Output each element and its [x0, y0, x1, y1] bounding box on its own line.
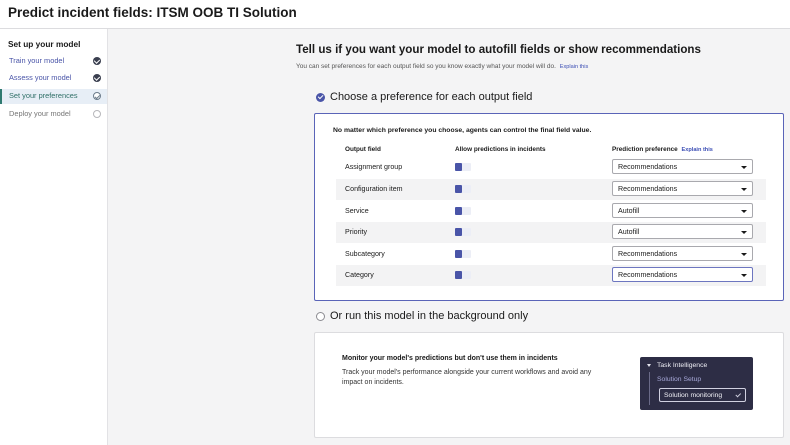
table-row — [336, 201, 766, 222]
check-circle-icon — [93, 57, 101, 65]
output-field-name: Category — [345, 271, 374, 279]
background-only-radio[interactable] — [316, 312, 325, 321]
sidebar-step-label: Train your model — [9, 56, 65, 65]
navigation-preview — [640, 357, 753, 410]
prediction-preference-select[interactable] — [612, 181, 753, 196]
column-header-field: Output field — [345, 146, 381, 153]
title-bar — [0, 0, 790, 29]
preview-tree-line — [649, 372, 650, 405]
sidebar-step-assess[interactable] — [0, 71, 107, 86]
column-header-preference-label: Prediction preference — [612, 146, 678, 153]
subheading-text: You can set preferences for each output field so you know exactly what your model will do. — [296, 63, 556, 70]
output-field-name: Service — [345, 207, 369, 215]
sidebar-step-label: Set your preferences — [9, 91, 78, 100]
table-row — [336, 265, 766, 286]
sidebar — [0, 29, 108, 445]
background-description: Track your model's performance alongside your current workflows and avoid any impact on incidents. — [342, 369, 592, 386]
select-value: Autofill — [618, 228, 640, 236]
sidebar-title: Set up your model — [8, 39, 81, 49]
chevron-down-icon — [741, 274, 747, 277]
select-value: Recommendations — [618, 250, 678, 258]
allow-predictions-toggle[interactable] — [455, 185, 471, 193]
allow-predictions-toggle[interactable] — [455, 271, 471, 279]
check-outline-icon — [93, 92, 101, 100]
sidebar-step-preferences[interactable] — [0, 89, 107, 104]
preference-each-label[interactable]: Choose a preference for each output field — [330, 91, 533, 103]
output-field-name: Configuration item — [345, 185, 403, 193]
background-title: Monitor your model's predictions but don't use them in incidents — [342, 355, 558, 362]
preference-each-radio[interactable] — [316, 93, 325, 102]
page-title: Predict incident fields: ITSM OOB TI Solution — [8, 5, 297, 20]
output-field-name: Priority — [345, 228, 368, 236]
background-only-label[interactable]: Or run this model in the background only — [330, 310, 529, 322]
preview-header: Task Intelligence — [657, 361, 708, 369]
prediction-preference-select[interactable] — [612, 159, 753, 174]
select-value: Recommendations — [618, 185, 678, 193]
check-icon — [735, 391, 740, 396]
preview-selected-item — [659, 388, 746, 402]
sidebar-step-label: Assess your model — [9, 73, 72, 82]
sidebar-step-label: Deploy your model — [9, 109, 71, 118]
output-field-name: Subcategory — [345, 250, 385, 258]
chevron-down-icon — [741, 210, 747, 213]
allow-predictions-toggle[interactable] — [455, 163, 471, 171]
sidebar-step-train[interactable] — [0, 54, 107, 69]
allow-predictions-toggle[interactable] — [455, 207, 471, 215]
select-value: Recommendations — [618, 271, 678, 279]
chevron-down-icon — [741, 231, 747, 234]
explain-this-link[interactable]: Explain this — [559, 64, 589, 70]
chevron-down-icon — [741, 166, 747, 169]
prediction-preference-select[interactable] — [612, 246, 753, 261]
preferences-note: No matter which preference you choose, agents can control the final field value. — [333, 127, 592, 134]
select-value: Autofill — [618, 207, 640, 215]
prediction-preference-select[interactable] — [612, 267, 753, 282]
table-row — [336, 179, 766, 200]
column-header-allow: Allow predictions in incidents — [455, 146, 546, 153]
explain-this-link[interactable]: Explain this — [681, 147, 713, 153]
preview-selected-label: Solution monitoring — [664, 391, 723, 399]
chevron-down-icon — [741, 188, 747, 191]
chevron-down-icon — [741, 253, 747, 256]
allow-predictions-toggle[interactable] — [455, 228, 471, 236]
prediction-preference-select[interactable] — [612, 224, 753, 239]
empty-circle-icon — [93, 110, 101, 118]
column-header-preference — [612, 146, 713, 153]
chevron-down-icon — [647, 364, 651, 367]
section-subheading — [296, 63, 588, 70]
sidebar-step-deploy[interactable] — [0, 107, 107, 122]
table-row — [336, 157, 766, 178]
prediction-preference-select[interactable] — [612, 203, 753, 218]
table-row — [336, 244, 766, 265]
section-heading: Tell us if you want your model to autofill fields or show recommendations — [296, 43, 701, 56]
preview-item: Solution Setup — [657, 376, 702, 383]
table-row — [336, 222, 766, 243]
output-field-name: Assignment group — [345, 163, 403, 171]
allow-predictions-toggle[interactable] — [455, 250, 471, 258]
select-value: Recommendations — [618, 163, 678, 171]
check-circle-icon — [93, 74, 101, 82]
